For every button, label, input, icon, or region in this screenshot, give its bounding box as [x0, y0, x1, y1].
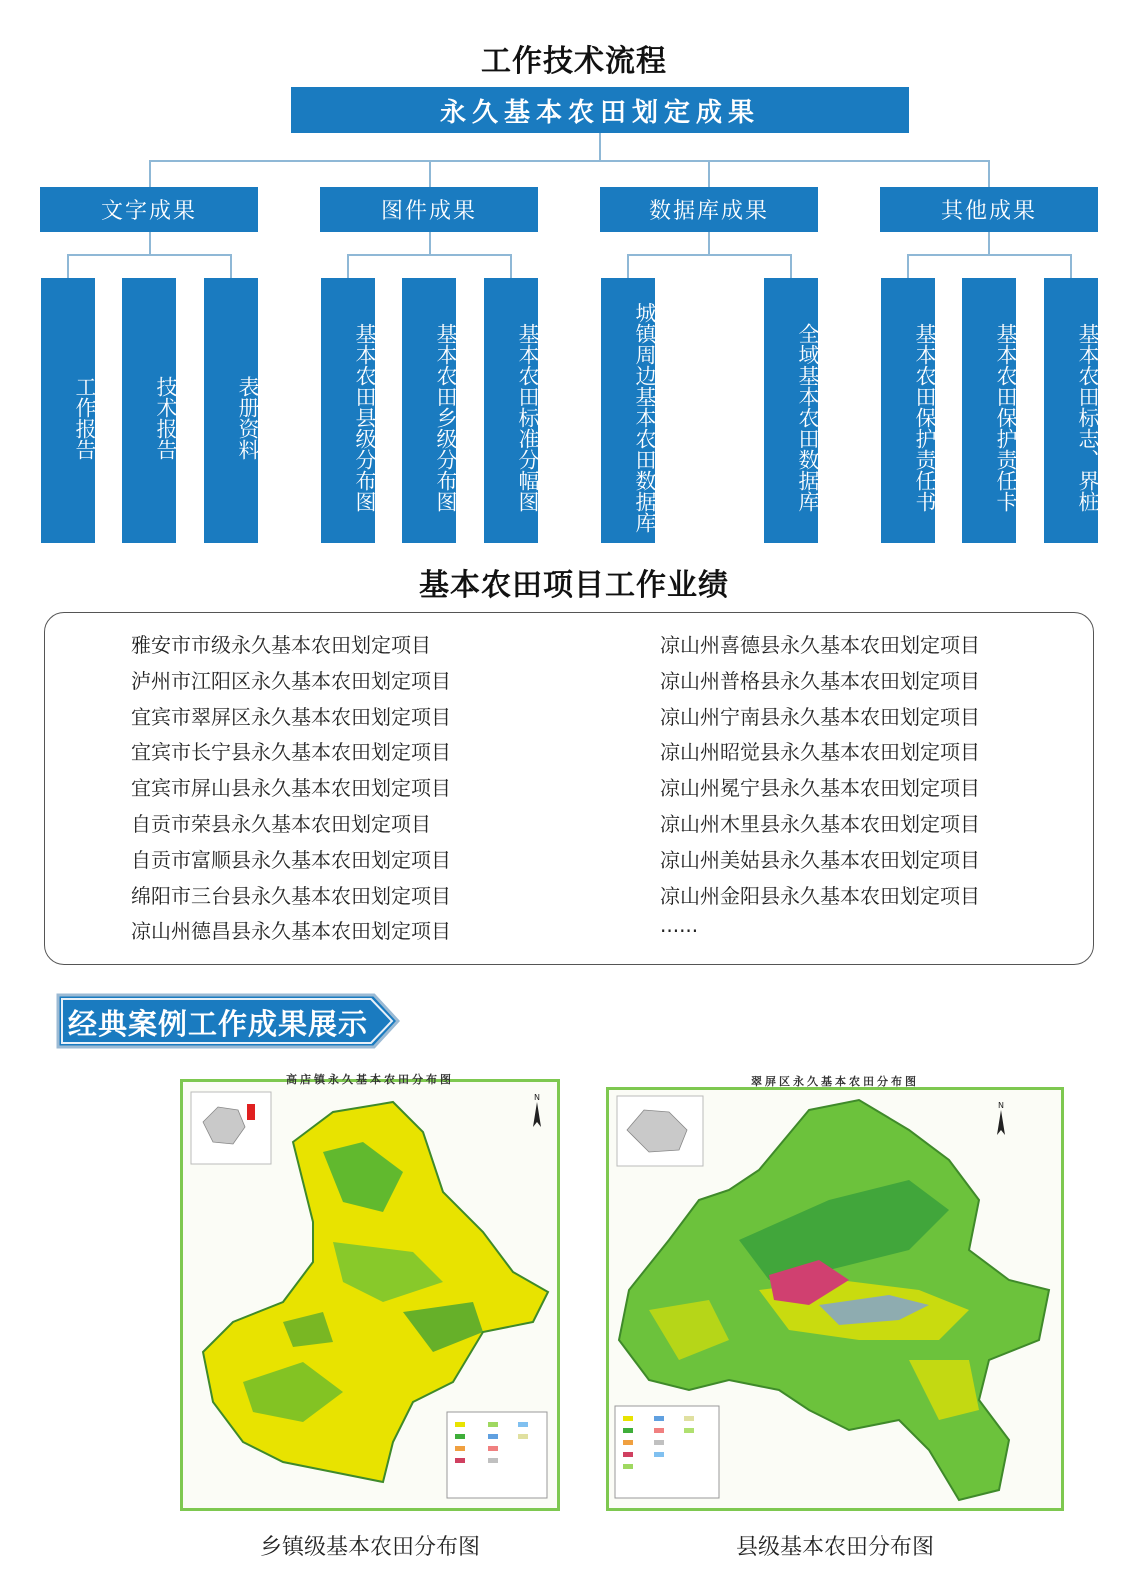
list-item: 宜宾市屏山县永久基本农田划定项目 [131, 776, 451, 801]
list-item: ······ [660, 919, 699, 944]
township-map-image [180, 1073, 560, 1511]
connector [708, 160, 710, 187]
leaf-markers-stakes: 基本农田标志、界桩 [1044, 278, 1098, 543]
connector [510, 254, 512, 278]
svg-text:N: N [998, 1101, 1004, 1110]
connector [907, 254, 909, 278]
leaf-responsibility-book: 基本农田保护责任书 [881, 278, 935, 543]
leaf-responsibility-card: 基本农田保护责任卡 [962, 278, 1016, 543]
svg-text:N: N [534, 1093, 540, 1102]
connector [67, 254, 69, 278]
connector [599, 133, 601, 161]
connector [429, 232, 431, 255]
connector [627, 254, 629, 278]
list-item: 凉山州木里县永久基本农田划定项目 [660, 811, 980, 836]
list-item: 凉山州金阳县永久基本农田划定项目 [660, 883, 980, 908]
leaf-forms: 表册资料 [204, 278, 258, 543]
leaf-work-report: 工作报告 [41, 278, 95, 543]
projects-title: 基本农田项目工作业绩 [419, 568, 729, 603]
connector [347, 254, 512, 256]
connector [988, 232, 990, 255]
category-text-results: 文字成果 [40, 187, 258, 232]
connector [1070, 254, 1072, 278]
list-item: 凉山州德昌县永久基本农田划定项目 [131, 919, 451, 944]
connector [627, 254, 792, 256]
banner-text: 经典案例工作成果展示 [68, 1007, 369, 1041]
category-map-results: 图件成果 [320, 187, 538, 232]
connector [790, 254, 792, 278]
list-item: 凉山州宁南县永久基本农田划定项目 [660, 704, 980, 729]
connector [230, 254, 232, 278]
leaf-township-map: 基本农田乡级分布图 [402, 278, 456, 543]
root-box: 永久基本农田划定成果 [291, 87, 909, 133]
county-map-image [606, 1075, 1064, 1511]
map-title: 翠屏区永久基本农田分布图 [751, 1075, 919, 1088]
connector [67, 254, 232, 256]
township-map-graphic [183, 1082, 557, 1508]
list-item: 凉山州冕宁县永久基本农田划定项目 [660, 776, 980, 801]
list-item: 凉山州昭觉县永久基本农田划定项目 [660, 740, 980, 765]
connector [429, 160, 431, 187]
flow-title: 工作技术流程 [481, 44, 667, 79]
leaf-technical-report: 技术报告 [122, 278, 176, 543]
county-map-caption: 县级基本农田分布图 [735, 1535, 934, 1560]
connector [347, 254, 349, 278]
list-item: 雅安市市级永久基本农田划定项目 [131, 633, 431, 657]
county-map-graphic [609, 1090, 1061, 1508]
connector [149, 160, 990, 162]
connector [149, 232, 151, 255]
projects-left-list [131, 628, 451, 950]
list-item: 凉山州美姑县永久基本农田划定项目 [660, 847, 980, 872]
category-database-results: 数据库成果 [600, 187, 818, 232]
list-item: 凉山州喜德县永久基本农田划定项目 [660, 633, 980, 657]
list-item: 绵阳市三台县永久基本农田划定项目 [131, 883, 451, 908]
leaf-urban-database: 城镇周边基本农田数据库 [601, 278, 655, 543]
category-other-results: 其他成果 [880, 187, 1098, 232]
connector [988, 160, 990, 187]
map-title: 高店镇永久基本农田分布图 [286, 1073, 454, 1086]
leaf-county-map: 基本农田县级分布图 [321, 278, 375, 543]
list-item: 凉山州普格县永久基本农田划定项目 [660, 668, 980, 693]
township-map-caption: 乡镇级基本农田分布图 [259, 1535, 480, 1560]
list-item: 自贡市荣县永久基本农田划定项目 [131, 811, 431, 836]
list-item: 宜宾市长宁县永久基本农田划定项目 [131, 740, 451, 765]
showcase-banner [56, 993, 400, 1049]
leaf-full-database: 全域基本农田数据库 [764, 278, 818, 543]
leaf-standard-sheet-map: 基本农田标准分幅图 [484, 278, 538, 543]
connector [907, 254, 1072, 256]
connector [708, 232, 710, 255]
list-item: 自贡市富顺县永久基本农田划定项目 [131, 847, 451, 872]
connector [149, 160, 151, 187]
projects-right-list [660, 628, 980, 950]
list-item: 泸州市江阳区永久基本农田划定项目 [131, 668, 451, 693]
list-item: 宜宾市翠屏区永久基本农田划定项目 [131, 704, 451, 729]
